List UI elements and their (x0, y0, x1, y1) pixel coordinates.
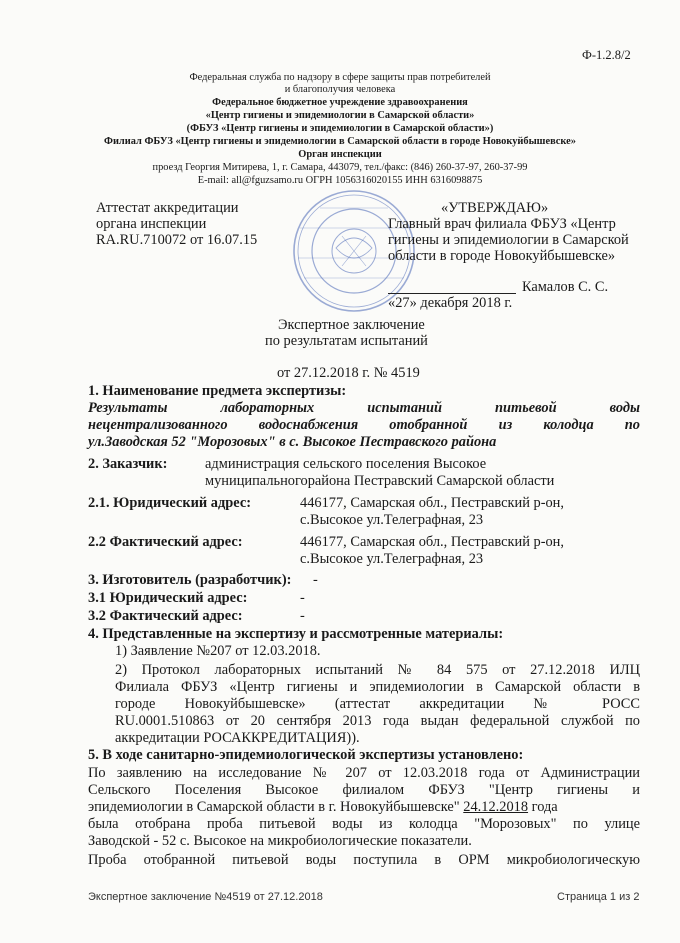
section-5-heading: 5. В ходе санитарно-эпидемиологической экспертизы установлено: (88, 747, 524, 763)
manufacturer-legal-label: 3.1 Юридический адрес: (88, 590, 248, 606)
customer-label: 2. Заказчик: (88, 456, 168, 472)
approval-line: Главный врач филиала ФБУЗ «Центр (388, 216, 616, 232)
legal-address-label: 2.1. Юридический адрес: (88, 495, 252, 511)
header-line: и благополучия человека (284, 84, 396, 95)
header-line: проезд Георгия Митирева, 1, г. Самара, 443079, тел./факс: (846) 260-37-97, 260-37-99 (152, 162, 528, 173)
actual-address-value: 446177, Самарская обл., Пестравский р-он, (300, 534, 564, 550)
header-line: (ФБУЗ «Центр гигиены и эпидемиологии в Самарской области») (186, 123, 494, 134)
sampling-date: 24.12.2018 (463, 799, 529, 815)
manufacturer-actual-value: - (300, 608, 305, 624)
findings-line: Заводской - 52 с. Высокое на микробиологические показатели. (88, 833, 472, 849)
title-line: по результатам испытаний (265, 333, 428, 349)
actual-address-label: 2.2 Фактический адрес: (88, 534, 243, 550)
header-line: Федеральное бюджетное учреждение здравоохранения (212, 97, 468, 108)
header-line: «Центр гигиены и эпидемиологии в Самарской области» (205, 110, 475, 121)
accreditation-line: органа инспекции (96, 216, 207, 232)
approval-line: области в городе Новокуйбышевске» (388, 248, 616, 264)
section-1-text: ул.Заводская 52 "Морозовых" в с. Высокое Пестравского района (88, 434, 497, 450)
findings-line: По заявлению на исследование № 207 от 12.03.2018 года от Администрации (88, 765, 640, 781)
header-line: Филиал ФБУЗ «Центр гигиены и эпидемиологии в Самарской области в городе Новокуйбышевске» (104, 136, 576, 147)
findings-line (88, 799, 640, 815)
section-1-text: Результаты лабораторных испытаний питьевой воды (88, 400, 640, 416)
material-item: Филиала ФБУЗ «Центр гигиены и эпидемиологии в Самарской области в (115, 679, 640, 695)
signature-line (388, 293, 516, 294)
findings-line: была отобрана проба питьевой воды из колодца "Морозовых" по улице (88, 816, 640, 832)
customer-value: администрация сельского поселения Высокое (205, 456, 487, 472)
section-1-text: нецентрализованного водоснабжения отобранной из колодца по (88, 417, 640, 433)
approval-date: «27» декабря 2018 г. (388, 295, 513, 311)
findings-text: эпидемиологии в Самарской области в г. Новокуйбышевске" (88, 799, 464, 815)
legal-address-value: 446177, Самарская обл., Пестравский р-он, (300, 495, 564, 511)
approval-line: гигиены и эпидемиологии в Самарской (388, 232, 629, 248)
header-line: E-mail: all@fguzsamo.ru ОГРН 1056316020155 ИНН 6316098875 (197, 175, 483, 186)
material-item: 1) Заявление №207 от 12.03.2018. (115, 643, 321, 659)
form-code: Ф-1.2.8/2 (582, 48, 631, 62)
manufacturer-legal-value: - (300, 590, 305, 606)
approval-title: «УТВЕРЖДАЮ» (441, 200, 549, 216)
title-line: Экспертное заключение (278, 317, 425, 333)
section-1-heading: 1. Наименование предмета экспертизы: (88, 383, 347, 399)
customer-value: муниципальногорайона Пестравский Самарской области (205, 473, 555, 489)
actual-address-value: с.Высокое ул.Телеграфная, 23 (300, 551, 484, 567)
legal-address-value: с.Высокое ул.Телеграфная, 23 (300, 512, 484, 528)
section-4-heading: 4. Представленные на экспертизу и рассмотренные материалы: (88, 626, 504, 642)
findings-line: Сельского Поселения Высокое филиалом ФБУЗ "Центр гигиены и (88, 782, 640, 798)
header-line: Орган инспекции (298, 149, 382, 160)
material-item: городе Новокуйбышевске» (аттестат аккредитации № РОСС (115, 696, 640, 712)
title-date-number: от 27.12.2018 г. № 4519 (277, 365, 420, 381)
findings-line: Проба отобранной питьевой воды поступила в ОРМ микробиологическую (88, 852, 640, 868)
findings-text: года (528, 799, 558, 815)
footer-page-number: Страница 1 из 2 (557, 891, 640, 903)
manufacturer-label: 3. Изготовитель (разработчик): (88, 572, 292, 588)
header-line: Федеральная служба по надзору в сфере защиты прав потребителей (189, 72, 491, 83)
manufacturer-actual-label: 3.2 Фактический адрес: (88, 608, 243, 624)
signer-name: Камалов С. С. (522, 279, 609, 295)
accreditation-line: RA.RU.710072 от 16.07.15 (96, 232, 258, 248)
footer-doc-ref: Экспертное заключение №4519 от 27.12.2018 (88, 891, 323, 903)
manufacturer-value: - (313, 572, 318, 588)
material-item: 2) Протокол лабораторных испытаний № 84 575 от 27.12.2018 ИЛЦ (115, 662, 640, 678)
accreditation-line: Аттестат аккредитации (96, 200, 239, 216)
material-item: RU.0001.510863 от 20 сентября 2013 года выдан федеральной службой по (115, 713, 640, 729)
material-item: аккредитации РОСАККРЕДИТАЦИЯ)). (115, 730, 360, 746)
